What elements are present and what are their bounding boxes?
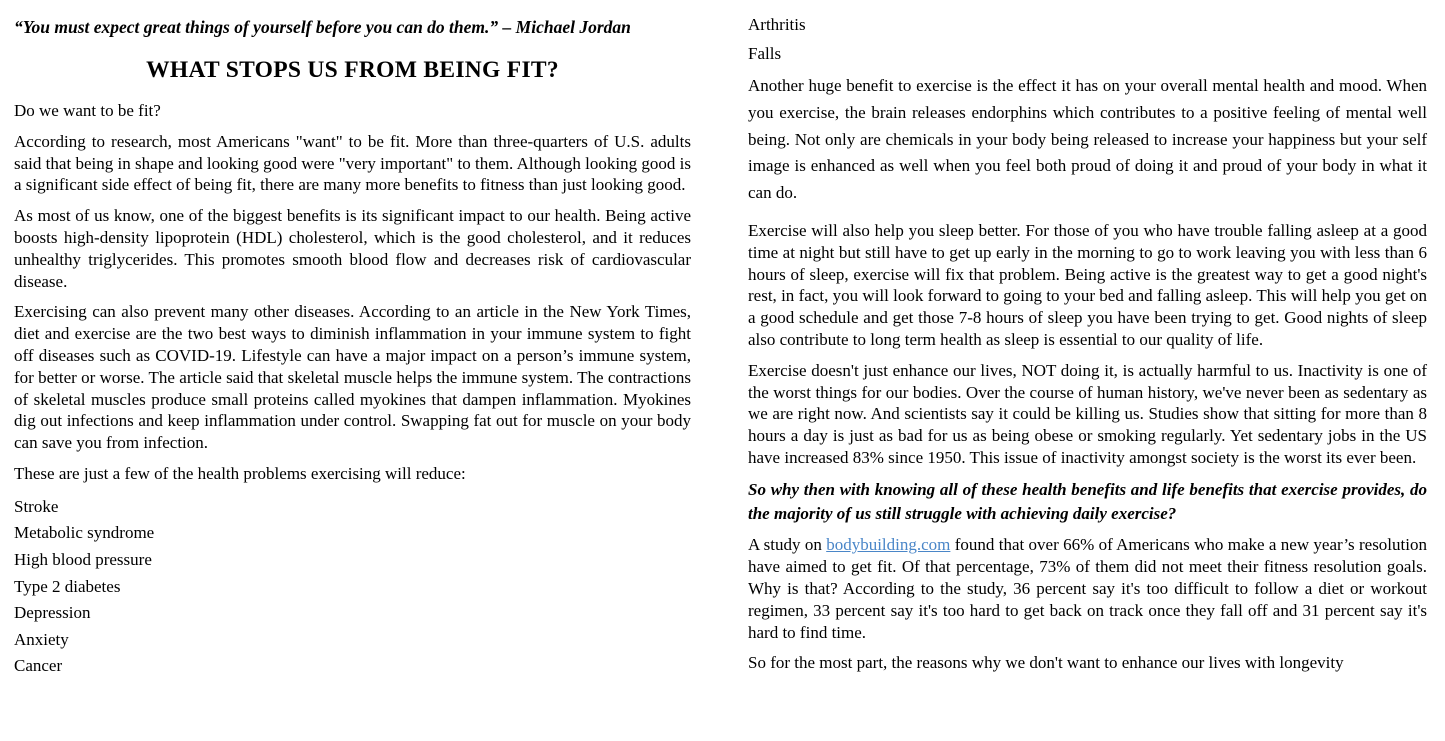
- health-problems-list-continued: [748, 10, 1427, 68]
- list-item: High blood pressure: [14, 549, 152, 569]
- study-text-pre: A study on: [748, 535, 827, 555]
- study-text-post: found that over 66% of Americans who make a new year’s resolution have aimed to get fit. Of that percentage, 73% of them did not meet their fitness resolution goals. Why is that? According to the study, 36 percent say it's too difficult to follow a diet or workout regimen, 33 percent say it's too hard to get back on track once they fall off and 31 percent say it's hard to find time.: [748, 535, 1427, 642]
- paragraph-research: According to research, most Americans "want" to be fit. More than three-quarters of U.S. adults said that being in shape and looking good were "very important" to them. Although looking good is a significant side effect of being fit, there are many more benefits to fitness than just looking good.: [14, 131, 691, 195]
- paragraph-sleep: Exercise will also help you sleep better. For those of you who have trouble falling asleep at a good time at night but still have to get up early in the morning to go to work leaving you with less than 6 hours of sleep, exercise will fix that problem. Being active is the greatest way to get a good night's rest, in fact, you will look forward to going to your bed and falling asleep. This will help you get on a good schedule and get those 7-8 hours of sleep you have been trying to get. Good nights of sleep also contribute to long term health as sleep is essential to our quality of life.: [748, 220, 1427, 349]
- list-item: Type 2 diabetes: [14, 576, 121, 596]
- paragraph-mental-health: Another huge benefit to exercise is the effect it has on your overall mental health and mood. When you exercise, the brain releases endorphins which contributes to a positive feeling of mental well being. Not only are chemicals in your body being released to increase your happiness but your self image is enhanced as well when you feel both proud of doing it and proud of your body in what it can do.: [748, 76, 1427, 203]
- list-item: Arthritis: [748, 15, 806, 34]
- list-item: Anxiety: [14, 629, 69, 649]
- bodybuilding-link[interactable]: bodybuilding.com: [826, 535, 951, 555]
- paragraph-question-emphasis: So why then with knowing all of these health benefits and life benefits that exercise provides, do the majority of us still struggle with achieving daily exercise?: [748, 479, 1427, 523]
- paragraph-closing-partial: So for the most part, the reasons why we don't want to enhance our lives with longevity: [748, 653, 1344, 673]
- paragraph-study: [748, 534, 1427, 643]
- paragraph-health-benefits: As most of us know, one of the biggest benefits is its significant impact to our health. Being active boosts high-density lipoprotein (HDL) cholesterol, which is the good cholesterol, and it reduces unhealthy triglycerides. This promotes smooth blood flow and decreases risk of cardiovascular disease.: [14, 206, 691, 291]
- left-column: [14, 8, 691, 741]
- page-title: WHAT STOPS US FROM BEING FIT?: [146, 57, 559, 83]
- list-item: Stroke: [14, 496, 59, 516]
- health-problems-list: [14, 494, 691, 680]
- right-column: [748, 8, 1427, 741]
- paragraph-intro-question: Do we want to be fit?: [14, 101, 161, 120]
- list-item: Falls: [748, 44, 782, 63]
- paragraph-disease-prevention: Exercising can also prevent many other diseases. According to an article in the New York Times, diet and exercise are the two best ways to diminish inflammation in your immune system to fight off diseases such as COVID-19. Lifestyle can have a major impact on a person’s immune system, for better or worse. The article said that skeletal muscle helps the immune system. The contractions of skeletal muscles produce small proteins called myokines that dampen inflammation. Myokines dig out infections and keep inflammation under control. Swapping fat out for muscle on your body can save you from infection.: [14, 302, 691, 453]
- quote-text: “You must expect great things of yourself before you can do them.” – Michael Jordan: [14, 17, 631, 37]
- list-item: Depression: [14, 603, 91, 623]
- paragraph-inactivity: Exercise doesn't just enhance our lives, NOT doing it, is actually harmful to us. Inactivity is one of the worst things for our bodies. Over the course of human history, we've never been as sedentary as we are right now. And scientists say it could be killing us. Studies show that sitting for more than 8 hours a day is just as bad for us as being obese or smoking regularly. Yet sedentary jobs in the US have increased 83% since 1950. This issue of inactivity amongst society is the worst its ever been.: [748, 360, 1427, 467]
- list-item: Cancer: [14, 656, 63, 676]
- paragraph-list-lead-in: These are just a few of the health problems exercising will reduce:: [14, 463, 466, 483]
- list-item: Metabolic syndrome: [14, 523, 155, 543]
